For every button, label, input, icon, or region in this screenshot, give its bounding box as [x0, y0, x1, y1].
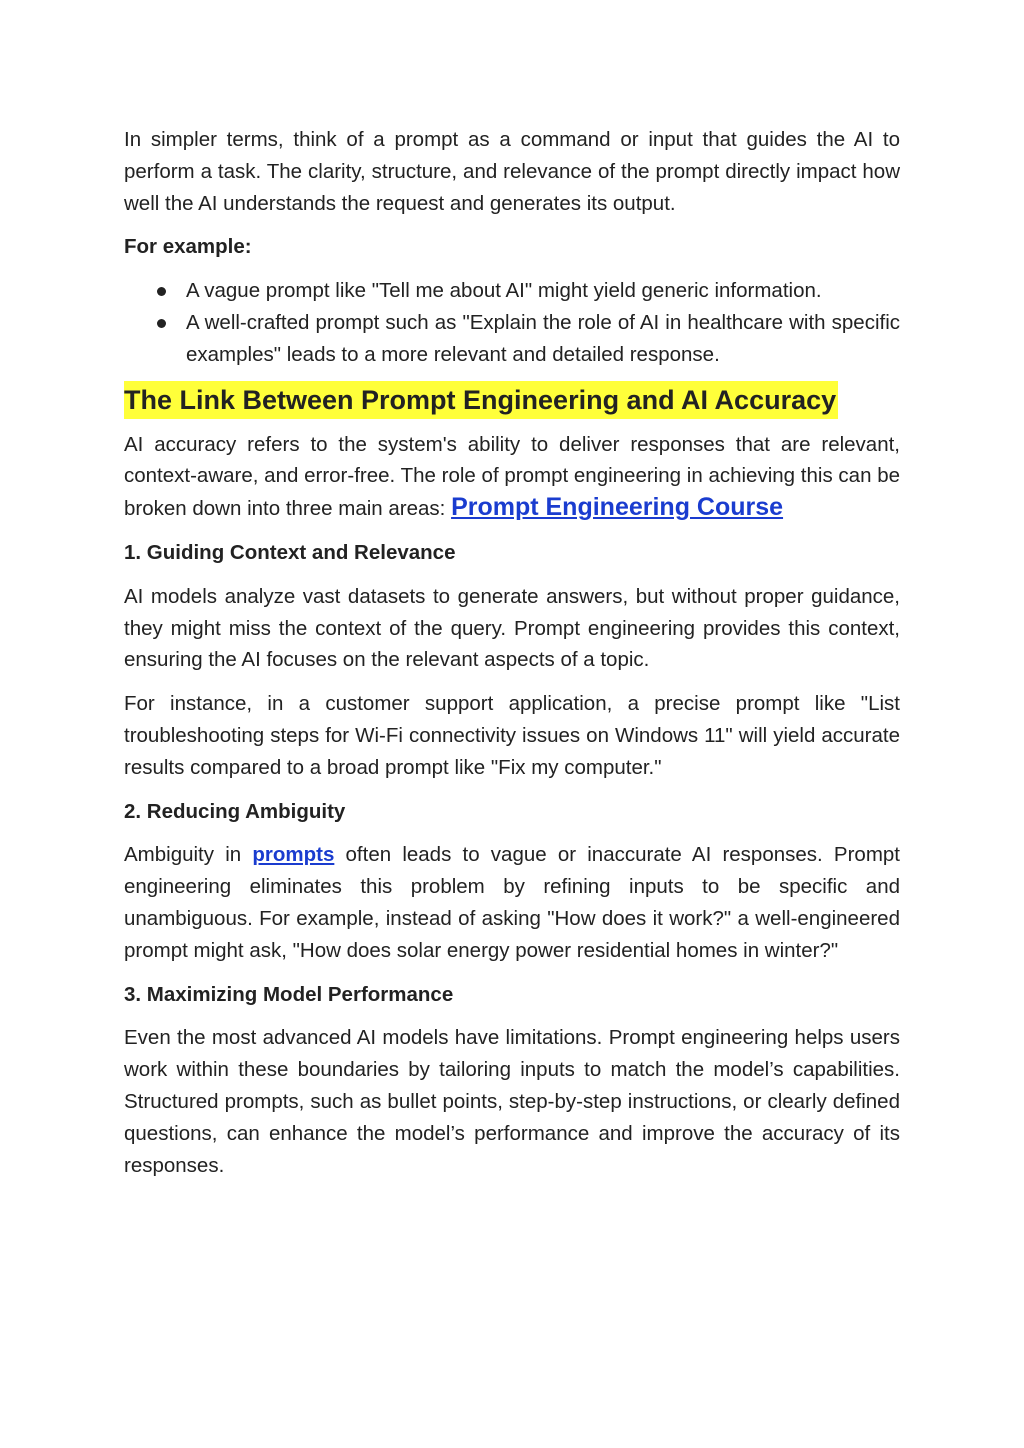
subsection-1-paragraph-1: AI models analyze vast datasets to generate answers, but without proper guidance, they might miss the context of the query. Prompt engineering provides this context, ensuring the AI focuses on the relevant aspects of a topic.	[124, 584, 900, 672]
subsection-3-paragraph: Even the most advanced AI models have limitations. Prompt engineering helps users work within these boundaries by tailoring inputs to match the model’s capabilities. Structured prompts, such as bullet points, step-by-step instructions, or clearly defined questions, can enhance the model’s performance and improve the accuracy of its responses.	[124, 1026, 900, 1177]
subsection-2-paragraph	[124, 839, 900, 966]
section-intro	[124, 429, 900, 525]
subsection-2-text-before: Ambiguity in	[124, 843, 253, 867]
list-item-text: A well-crafted prompt such as "Explain the role of AI in healthcare with specific examples" leads to a more relevant and detailed response.	[186, 310, 900, 366]
list-item	[124, 307, 900, 371]
example-list	[124, 275, 900, 370]
subsection-2-text-after: often leads to vague or inaccurate AI responses. Prompt engineering eliminates this problem by refining inputs to be specific and unambiguous. For example, instead of asking "How does it work?" a well-engineered prompt might ask, "How does solar energy power residential homes in winter?"	[124, 843, 900, 962]
list-item	[124, 275, 900, 307]
intro-paragraph: In simpler terms, think of a prompt as a command or input that guides the AI to perform a task. The clarity, structure, and relevance of the prompt directly impact how well the AI understands the request and generates its output.	[124, 128, 900, 215]
bullet-icon	[157, 319, 166, 328]
course-link[interactable]: Prompt Engineering Course	[451, 493, 784, 522]
prompts-link[interactable]: prompts	[252, 843, 335, 867]
subsection-title-1: 1. Guiding Context and Relevance	[124, 540, 456, 564]
bullet-icon	[157, 287, 166, 296]
subsection-title-2: 2. Reducing Ambiguity	[124, 799, 346, 823]
section-intro-text: AI accuracy refers to the system's ability to deliver responses that are relevant, context-aware, and error-free. The role of prompt engineering in achieving this can be broken down into three main areas:	[124, 432, 900, 521]
list-item-text: A vague prompt like "Tell me about AI" might yield generic information.	[186, 279, 822, 303]
document-page	[124, 124, 900, 1193]
subsection-title-3: 3. Maximizing Model Performance	[124, 982, 454, 1006]
subsection-1-paragraph-2: For instance, in a customer support application, a precise prompt like "List troubleshooting steps for Wi-Fi connectivity issues on Windows 11" will yield accurate results compared to a broad prompt like "Fix my computer."	[124, 692, 900, 779]
example-label: For example:	[124, 235, 252, 259]
section-heading-wrap	[124, 381, 900, 419]
section-heading: The Link Between Prompt Engineering and AI Accuracy	[124, 381, 838, 419]
